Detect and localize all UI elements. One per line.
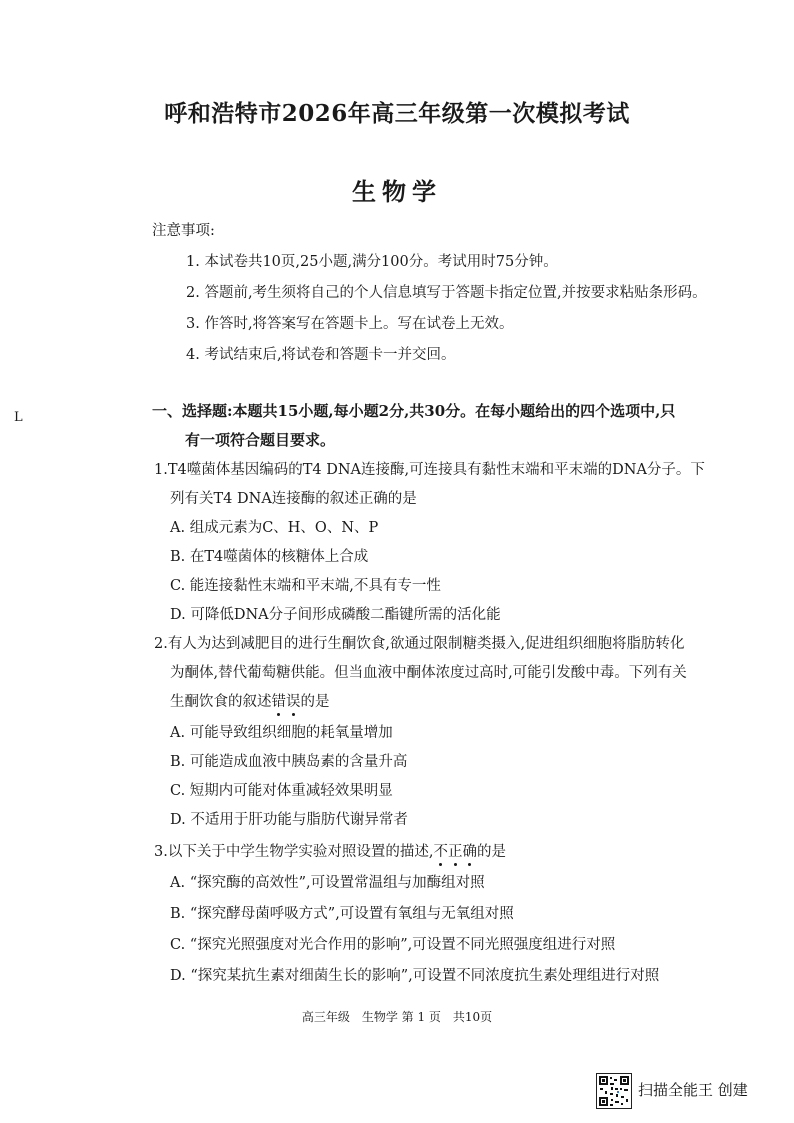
question-1-option-d: D. 可降低DNA分子间形成磷酸二酯键所需的活化能: [170, 607, 501, 623]
question-2-stem-text: 的是: [300, 694, 330, 710]
scanner-watermark: [596, 1068, 776, 1112]
question-2-stem: 2.有人为达到减肥目的进行生酮饮食,欲通过限制糖类摄入,促进组织细胞将脂肪转化: [154, 636, 685, 652]
question-2-option-a: A. 可能导致组织细胞的耗氧量增加: [170, 725, 393, 741]
question-1-stem-cont: 列有关T4 DNA连接酶的叙述正确的是: [170, 491, 417, 507]
question-3-option-b: B. “探究酵母菌呼吸方式”,可设置有氧组与无氧组对照: [170, 906, 514, 922]
exam-title: 呼和浩特市2026年高三年级第一次模拟考试: [164, 100, 630, 127]
question-2-option-c: C. 短期内可能对体重减轻效果明显: [170, 783, 393, 799]
note-item: 2. 答题前,考生须将自己的个人信息填写于答题卡指定位置,并按要求粘贴条形码。: [186, 285, 707, 301]
question-1-option-c: C. 能连接黏性末端和平末端,不具有专一性: [170, 578, 441, 594]
margin-mark: L: [14, 410, 23, 425]
page-footer: 高三年级 生物学 第 1 页 共10页: [301, 1010, 493, 1024]
note-item: 1. 本试卷共10页,25小题,满分100分。考试用时75分钟。: [186, 254, 558, 270]
emphasis-char: 确: [462, 840, 477, 861]
watermark-text: 扫描全能王 创建: [638, 1081, 748, 1099]
question-3-stem: [154, 840, 506, 861]
section-heading: 一、选择题:本题共15小题,每小题2分,共30分。在每小题给出的四个选项中,只: [152, 402, 676, 420]
question-3-stem-text: 的是: [476, 844, 506, 860]
question-3-option-d: D. “探究某抗生素对细菌生长的影响”,可设置不同浓度抗生素处理组进行对照: [170, 968, 660, 984]
emphasis-char: 误: [286, 690, 301, 711]
question-2-stem-text: 生酮饮食的叙述: [170, 694, 272, 710]
note-item: 3. 作答时,将答案写在答题卡上。写在试卷上无效。: [186, 316, 514, 332]
question-1-option-a: A. 组成元素为C、H、O、N、P: [170, 520, 379, 536]
question-2-stem-end: [170, 690, 330, 711]
emphasis-char: 错: [272, 690, 287, 711]
note-item: 4. 考试结束后,将试卷和答题卡一并交回。: [186, 347, 456, 363]
emphasis-char: 不: [433, 840, 448, 861]
notes-heading: 注意事项:: [152, 223, 215, 239]
qr-code-icon: [596, 1073, 632, 1109]
question-3-stem-text: 3.以下关于中学生物学实验对照设置的描述,: [154, 844, 434, 860]
question-2-option-b: B. 可能造成血液中胰岛素的含量升高: [170, 754, 408, 770]
question-3-option-a: A. “探究酶的高效性”,可设置常温组与加酶组对照: [170, 875, 485, 891]
subject-title: 生物学: [352, 177, 442, 206]
question-1-option-b: B. 在T4噬菌体的核糖体上合成: [170, 549, 369, 565]
question-1-stem: 1.T4噬菌体基因编码的T4 DNA连接酶,可连接具有黏性末端和平末端的DNA分子。下: [154, 462, 705, 478]
section-heading-cont: 有一项符合题目要求。: [185, 431, 336, 449]
question-3-option-c: C. “探究光照强度对光合作用的影响”,可设置不同光照强度组进行对照: [170, 937, 616, 953]
question-2-option-d: D. 不适用于肝功能与脂肪代谢异常者: [170, 812, 408, 828]
question-2-stem-cont: 为酮体,替代葡萄糖供能。但当血液中酮体浓度过高时,可能引发酸中毒。下列有关: [170, 665, 687, 681]
emphasis-char: 正: [448, 840, 463, 861]
